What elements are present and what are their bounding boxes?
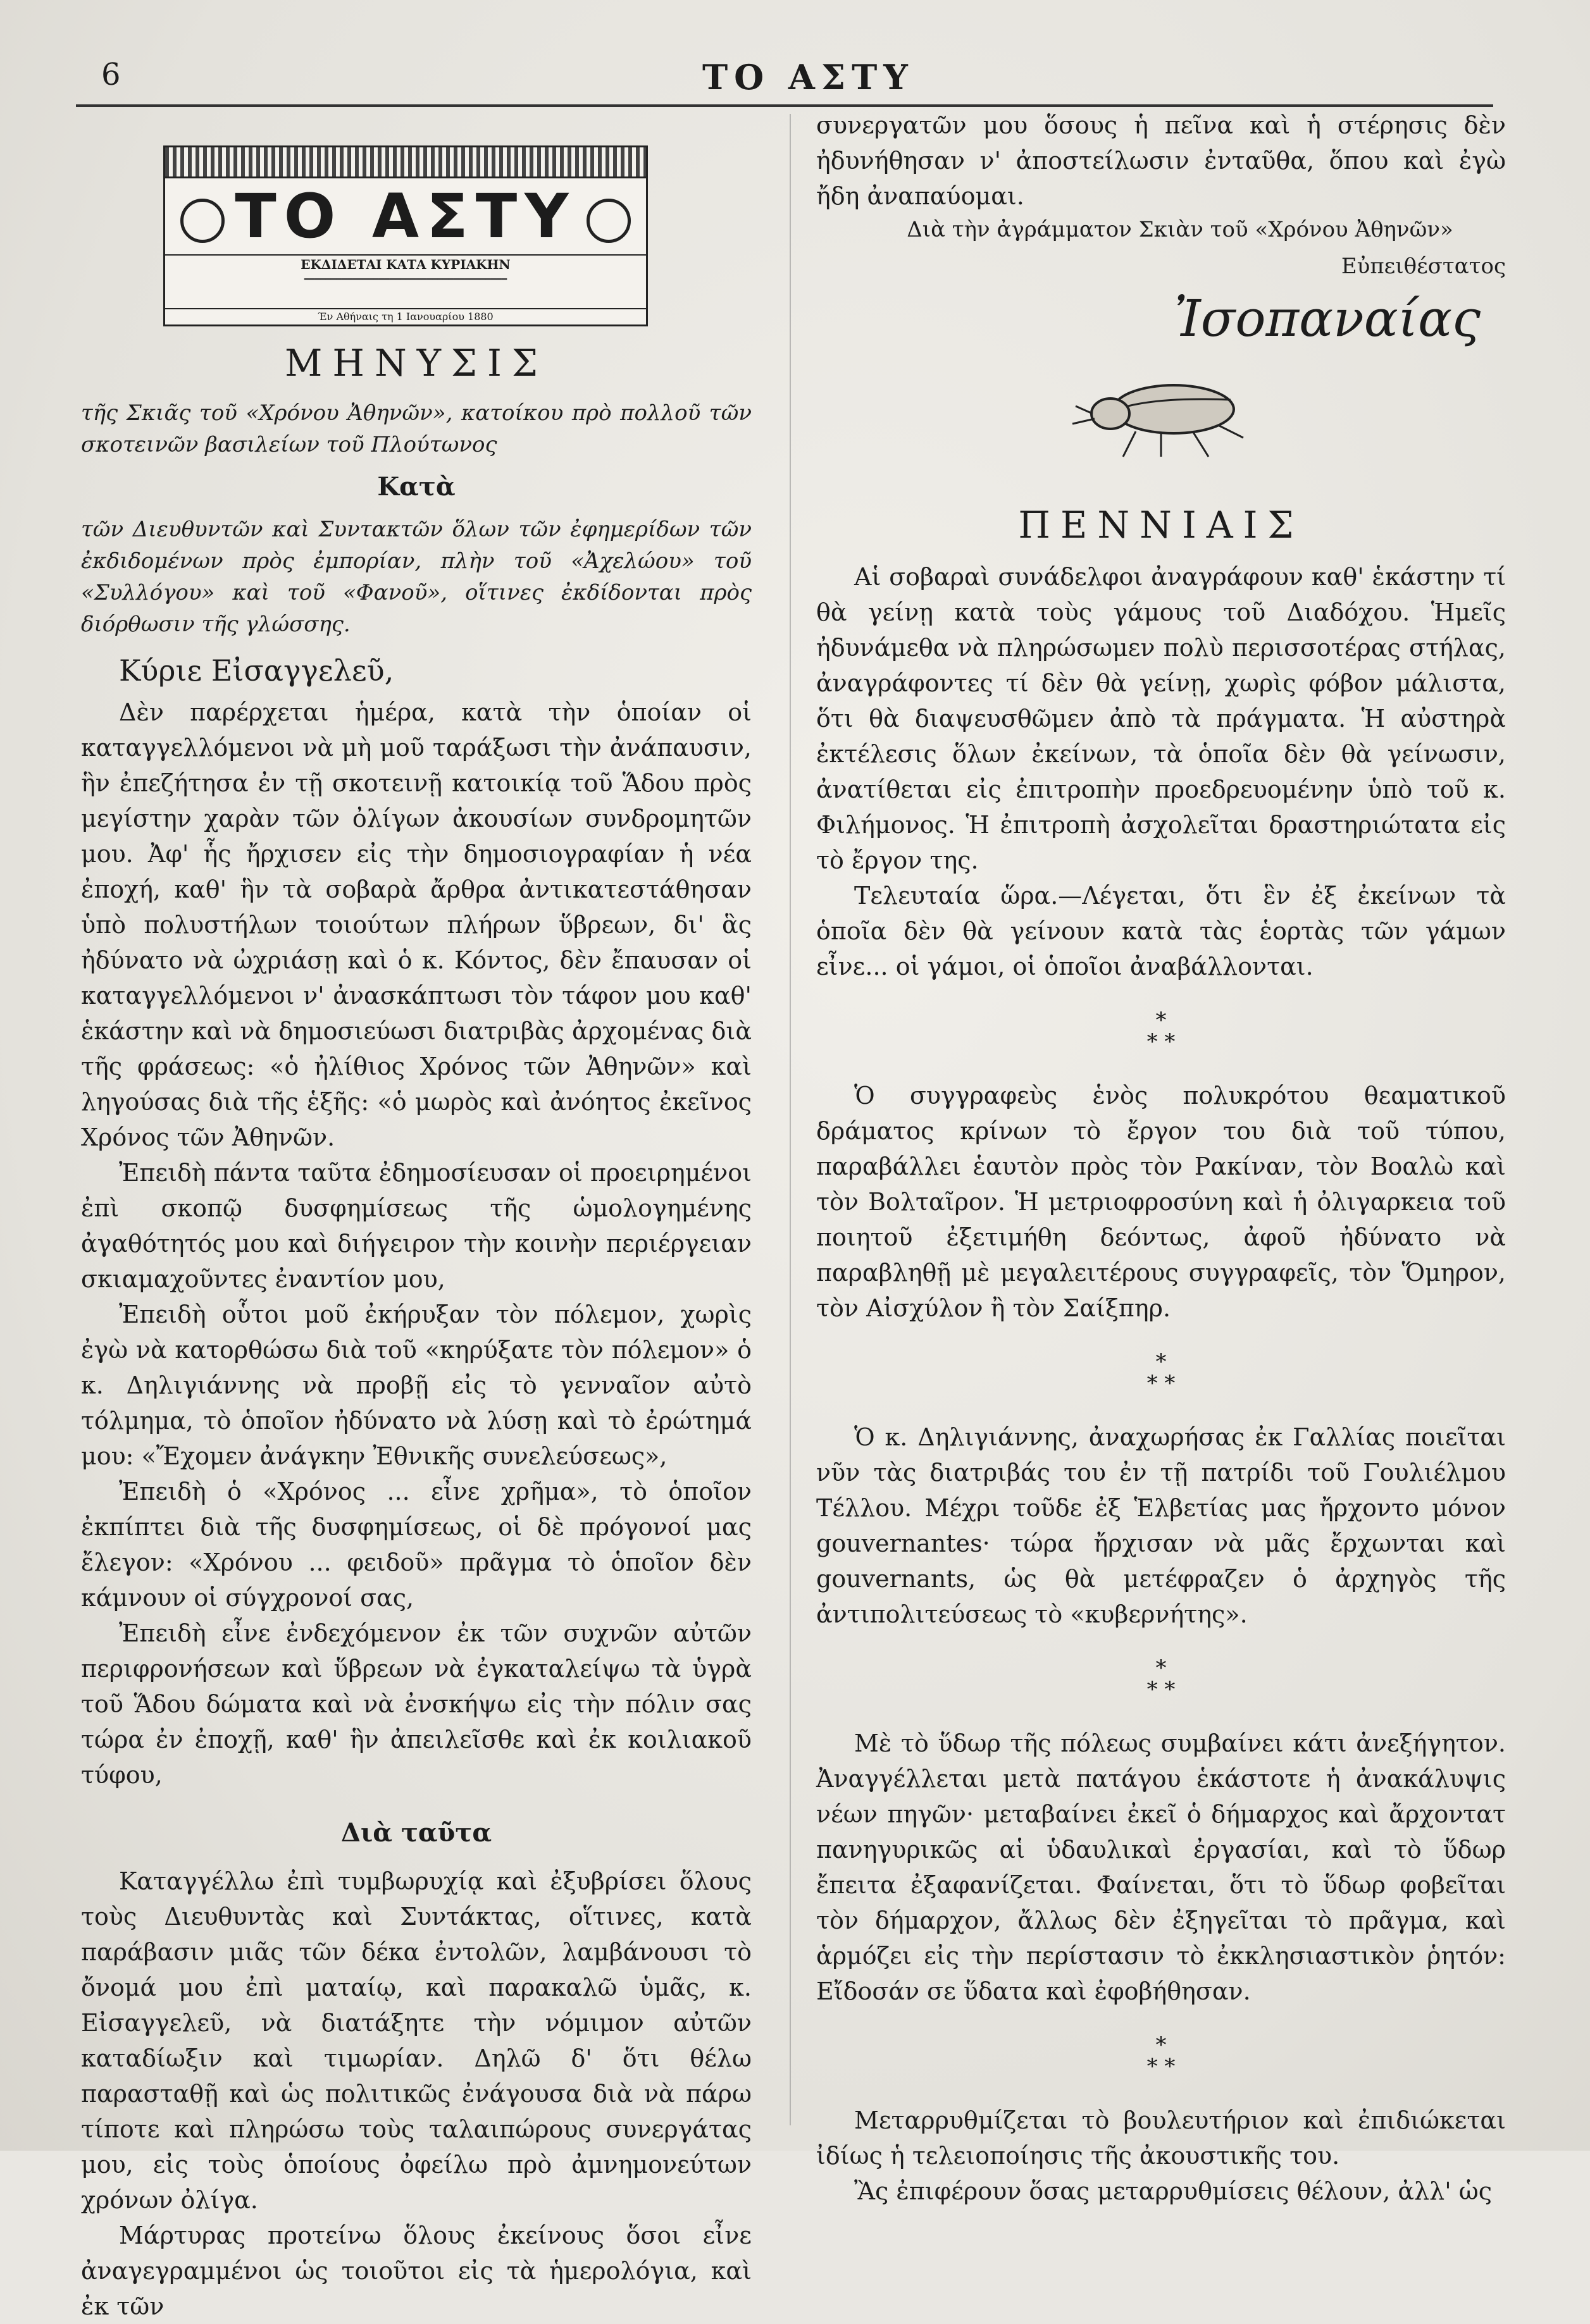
asterism: * * * [1146, 2032, 1176, 2079]
paragraph: Δὲν παρέρχεται ἡμέρα, κατὰ τὴν ὁποίαν οἱ καταγγελλόμενοι νὰ μὴ μοῦ ταράξωσι τὴν ἀνάπαυσιν, ἣν ἐπεζήτησα ἐν τῇ σκοτεινῇ κατοικίᾳ τοῦ Ἅδου πρὸς μεγίστην χαρὰν τῶν ὀλίγων ἀκουσίων συνδρομητῶν μου. Ἀφ' ἧς ἤρχισεν εἰς τὴν δημοσιογραφίαν ἡ νέα ἐποχή, καθ' ἣν τὰ σοβαρὰ ἄρθρα ἀντικατεστάθησαν ὑπὸ πολυστήλων τοιούτων πλήρων ὕβρεων, δι' ἃς ἠδύνατο νὰ ὠχριάσῃ καὶ ὁ κ. Κόντος, δὲν ἔπαυσαν οἱ καταγγελλόμενοι ν' ἀνασκάπτωσι τὸν τάφον μου καθ' ἑκάστην καὶ νὰ δημοσιεύωσι διατριβὰς ἀρχομένας διὰ τῆς φράσεως: «ὁ ἠλίθιος Χρόνος τῶν Ἀθηνῶν» καὶ ληγούσας διὰ τῆς ἑξῆς: «ὁ μωρὸς καὶ ἀνόητος ἐκεῖνος Χρόνος τῶν Ἀθηνῶν. [81, 698, 752, 1151]
news-item: Ὁ κ. Δηλιγιάννης, ἀναχωρήσας ἐκ Γαλλίας ποιεῖται νῦν τὰς διατριβάς του ἐν τῇ πατρίδι τοῦ Γουλιέλμου Τέλλου. Μέχρι τοῦδε ἐξ Ἑλβετίας μας ἤρχοντο μόνον gouvernantes· τώρα ἤρχισαν νὰ μᾶς ἔρχωνται καὶ gouvernants, ὡς θὰ μετέφραζεν ὁ ἀρχηγὸς τῆς ἀντιπολιτεύσεως τὸ «κυβερνήτης». [816, 1423, 1506, 1628]
masthead-name [165, 178, 646, 256]
asterism: * * * [1146, 1349, 1176, 1396]
emblem-icon [587, 199, 631, 243]
signature: Ἰσοπαναίας [1174, 289, 1481, 348]
salutation: Κύριε Εἰσαγγελεῦ, [119, 653, 394, 688]
paragraph: Μάρτυρας προτείνω ὅλους ἐκείνους ὅσοι εἶνε ἀναγεγραμμένοι ὡς τοιοῦτοι εἰς τὰ ἡμερολόγια, καὶ ἐκ τῶν [81, 2222, 752, 2320]
section-title-penniais: ΠΕΝΝΙΑΙΣ [1018, 504, 1304, 547]
paragraph: Ἐπειδὴ ὁ «Χρόνος ... εἶνε χρῆμα», τὸ ὁποῖον ἐκπίπτει διὰ τῆς δυσφημίσεως, οἱ δὲ πρόγονοί μας ἔλεγον: «Χρόνου ... φειδοῦ» πρᾶγμα τὸ ὁποῖον δὲν κάμνουν οἱ σύγχρονοί σας, [81, 1478, 752, 1612]
column-divider [790, 114, 791, 2125]
page-header [76, 44, 1519, 114]
asterism: * * * [1146, 1655, 1176, 1702]
paragraph: Καταγγέλλω ἐπὶ τυμβωρυχίᾳ καὶ ἐξυβρίσει ὅλους τοὺς Διευθυντὰς καὶ Συντάκτας, οἵτινες, κατὰ παράβασιν μιᾶς τῶν δέκα ἐντολῶν, λαμβάνουσι τὸ ὄνομά μου ἐπὶ ματαίῳ, καὶ παρακαλῶ ὑμᾶς, κ. Εἰσαγγελεῦ, νὰ διατάξητε τὴν νόμιμον αὐτῶν καταδίωξιν καὶ τιμωρίαν. Δηλῶ δ' ὅτι θέλω παρασταθῇ καὶ ὡς πολιτικῶς ἐνάγουσα διὰ νὰ πάρω τίποτε καὶ πληρώσω τοὺς ταλαιπώρους συνεργάτας μου, εἰς τοὺς ὁποίους ὀφείλω πρὸ ἀμνημονεύτων χρόνων ὀλίγα. [81, 1867, 752, 2214]
section-title-minysis: ΜΗΝΥΣΙΣ [285, 342, 548, 385]
paragraph: Ἐπειδὴ πάντα ταῦτα ἐδημοσίευσαν οἱ προειρημένοι ἐπὶ σκοπῷ δυσφημίσεως τῆς ὡμολογημένης ἀγαθότητός μου καὶ διήγειρον τὴν κοινὴν περιέργειαν σκιαμαχοῦντες ἐναντίον μου, [81, 1159, 752, 1293]
masthead [163, 145, 648, 326]
header-rule [76, 104, 1493, 107]
news-item: Τελευταία ὥρα.—Λέγεται, ὅτι ἓν ἐξ ἐκείνων τὰ ὁποῖα δὲν θὰ γείνουν κατὰ τὰς ἑορτὰς τῶν γάμων εἶνε... οἱ γάμοι, οἱ ὁποῖοι ἀναβάλλονται. [816, 882, 1506, 980]
running-title: ΤΟ ΑΣΤΥ [702, 57, 914, 97]
news-item: Ὁ συγγραφεὺς ἑνὸς πολυκρότου θεαματικοῦ δράματος κρίνων τὸ ἔργον του διὰ τοῦ τύπου, παραβάλλει ἑαυτὸν πρὸς τὸν Ρακίναν, τὸν Βοαλὼ καὶ τὸν Βολταῖρον. Ἡ μετριοφροσύνη καὶ ἡ ὀλιγαρκεια τοῦ ποιητοῦ ἐξετιμήθη δεόντως, ἀφοῦ ἠδύνατο νὰ παραβληθῇ μὲ μεγαλειτέρους συγγραφεῖς, τὸν Ὅμηρον, τὸν Αἰσχύλον ἢ τὸν Σαίξπηρ. [816, 1082, 1506, 1322]
right-column [816, 108, 1506, 2209]
paragraph: Ἐπειδὴ εἶνε ἐνδεχόμενον ἐκ τῶν συχνῶν αὐτῶν περιφρονήσεων καὶ ὕβρεων νὰ ἐγκαταλείψω τὰ ὑγρὰ τοῦ Ἅδου δώματα καὶ νὰ ἐνσκήψω εἰς τὴν πόλιν σας τώρα ἐν ἐποχῇ, καθ' ἣν ἀπειλεῖσθε καὶ ἐκ κοιλιακοῦ τύφου, [81, 1619, 752, 1789]
news-item: Ἂς ἐπιφέρουν ὅσας μεταρρυθμίσεις θέλουν, ἀλλ' ὡς [854, 2177, 1492, 2205]
dia-tauta-heading: Διὰ ταῦτα [340, 1818, 492, 1848]
paragraph: Ἐπειδὴ οὗτοι μοῦ ἐκήρυξαν τὸν πόλεμον, χωρὶς ἐγὼ νὰ κατορθώσω διὰ τοῦ «κηρύξατε τὸν πόλεμον» ὁ κ. Δηλιγιάννης νὰ προβῇ εἰς τὸ γενναῖον αὐτὸ τόλμημα, τὸ ὁποῖον ἠδύνατο νὰ λύσῃ καὶ τὸ ἐρώτημά μου: «Ἔχομεν ἀνάγκην Ἐθνικῆς συνελεύσεως», [81, 1301, 752, 1470]
asterism: * * * [1146, 1008, 1176, 1054]
masthead-subtitle: ΕΚΔΙΔΕΤΑΙ ΚΑΤΑ ΚΥΡΙΑΚΗΝ [301, 257, 511, 272]
masthead-fineprint: ━━━━━━━━━━━━━━━━━━━━━━━━━━━━━━━━━━━━━━ [304, 275, 507, 285]
news-item: Μὲ τὸ ὕδωρ τῆς πόλεως συμβαίνει κάτι ἀνεξήγητον. Ἀναγγέλλεται μετὰ πατάγου ἑκάστοτε ἡ ἀνακάλυψις νέων πηγῶν· μεταβαίνει ἐκεῖ ὁ δήμαρχος καὶ ἄρχοντατ πανηγυρικῶς αἱ ὑδαυλικαὶ ἐργασίαι, καὶ τὸ ὕδωρ ἔπειτα ἐξαφανίζεται. Φαίνεται, ὅτι τὸ ὕδωρ φοβεῖται τὸν δήμαρχον, ἄλλως δὲν ἐξηγεῖται τὸ πρᾶγμα, καὶ ἁρμόζει εἰς τὴν περίστασιν τὸ ἐκκλησιαστικὸν ῥητόν: Εἴδοσάν σε ὕδατα καὶ ἐφοβήθησαν. [816, 1729, 1506, 2005]
respectfully-line: Εὐπειθέστατος [1341, 254, 1506, 279]
masthead-dateline: Έν Αθήναις τη 1 Ιανουαρίου 1880 [165, 308, 646, 324]
emblem-icon [180, 199, 225, 243]
news-item: Αἱ σοβαραὶ συνάδελφοι ἀναγράφουν καθ' ἑκάστην τί θὰ γείνῃ κατὰ τοὺς γάμους τοῦ Διαδόχου. Ἡμεῖς ἠδυνάμεθα νὰ πληρώσωμεν πολὺ περισσοτέρας στήλας, ἀναγράφοντες τί δὲν θὰ γείνῃ, χωρὶς φόβον μάλιστα, ὅτι θὰ διαψευσθῶμεν ἀπὸ τὰ πράγματα. Ἡ αὐστηρὰ ἐκτέλεσις ὅλων ἐκείνων, τὰ ὁποῖα δὲν θὰ γείνωσιν, ἀνατίθεται εἰς ἐπιτροπὴν προεδρευομένην ὑπὸ τοῦ κ. Φιλήμονος. Ἡ ἐπιτροπὴ ἀσχολεῖται δραστηριώτατα εἰς τὸ ἔργον της. [816, 563, 1506, 874]
beetle-illustration [1066, 362, 1256, 463]
left-column [81, 145, 752, 2324]
page-number: 6 [101, 57, 121, 92]
news-item: Μεταρρυθμίζεται τὸ βουλευτήριον καὶ ἐπιδιώκεται ἰδίως ἡ τελειοποίησις τῆς ἀκουστικῆς του. [816, 2106, 1506, 2170]
kata-heading: Κατὰ [377, 472, 456, 502]
intro-line: τῆς Σκιᾶς τοῦ «Χρόνου Ἀθηνῶν», κατοίκου πρὸ πολλοῦ τῶν σκοτεινῶν βασιλείων τοῦ Πλούτωνος [81, 400, 752, 457]
continuation-text: συνεργατῶν μου ὅσους ἡ πεῖνα καὶ ἡ στέρησις δὲν ἠδυνήθησαν ν' ἀποστείλωσιν ἐνταῦθα, ὅπου καὶ ἐγὼ ἤδη ἀναπαύομαι. [816, 111, 1506, 210]
masthead-title: ΤΟ ΑΣΤΥ [235, 181, 576, 252]
attestation-line: Διὰ τὴν ἀγράμματον Σκιὰν τοῦ «Χρόνου Ἀθηνῶν» [907, 217, 1453, 242]
masthead-ornament [165, 147, 646, 178]
against-line: τῶν Διευθυντῶν καὶ Συντακτῶν ὅλων τῶν ἐφημερίδων τῶν ἐκδιδομένων πρὸς ἐμπορίαν, πλὴν τοῦ «Ἀχελώου» τοῦ «Συλλόγου» καὶ τοῦ «Φανοῦ», οἵτινες ἐκδίδονται πρὸς διόρθωσιν τῆς γλώσσης. [81, 517, 752, 637]
